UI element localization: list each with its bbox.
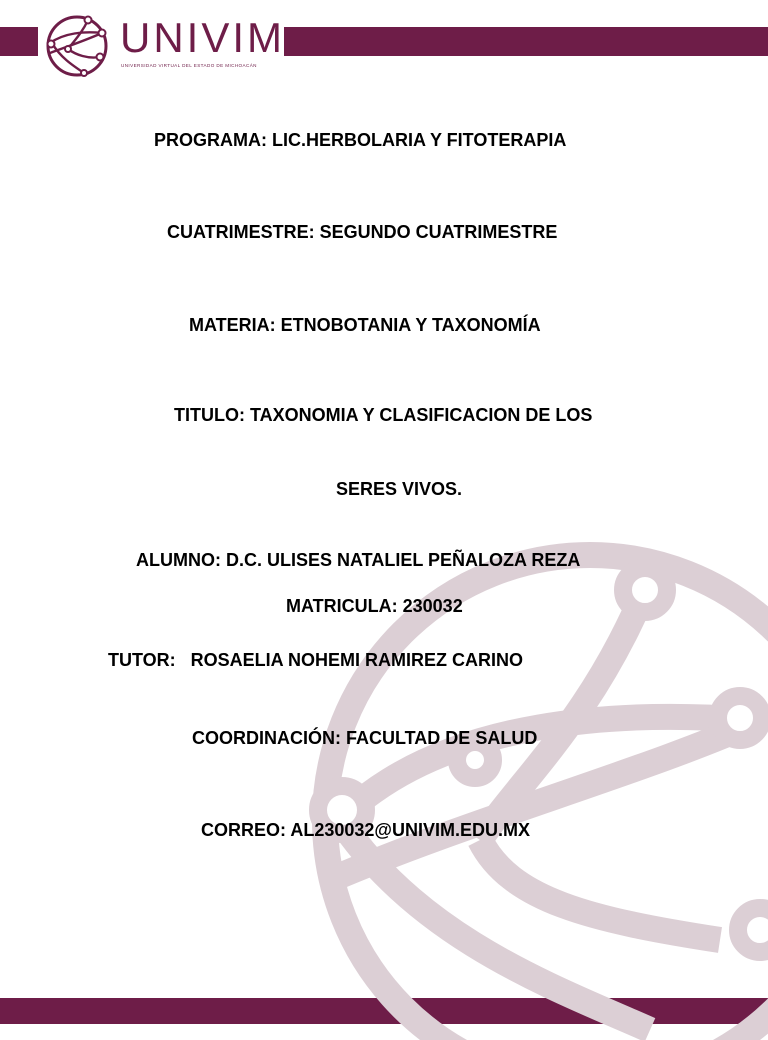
logo-wordmark: UNIVIM	[120, 14, 285, 61]
programa-line: PROGRAMA: LIC.HERBOLARIA Y FITOTERAPIA	[154, 130, 567, 150]
header-band-left	[0, 27, 38, 56]
materia-line: MATERIA: ETNOBOTANIA Y TAXONOMÍA	[189, 315, 541, 335]
titulo-line-2: SERES VIVOS.	[336, 479, 463, 499]
tutor-line: TUTOR: ROSAELIA NOHEMI RAMIREZ CARINO	[108, 650, 523, 670]
univim-globe-logo-icon	[44, 13, 110, 79]
cuatrimestre-line: CUATRIMESTRE: SEGUNDO CUATRIMESTRE	[167, 222, 558, 242]
univim-logo	[44, 13, 285, 79]
matricula-line: MATRICULA: 230032	[286, 596, 463, 616]
coordinacion-line: COORDINACIÓN: FACULTAD DE SALUD	[192, 728, 538, 748]
logo-tagline: UNIVERSIDAD VIRTUAL DEL ESTADO DE MICHOACÁN	[121, 63, 257, 68]
correo-line: CORREO: AL230032@UNIVIM.EDU.MX	[201, 820, 530, 840]
titulo-line-1: TITULO: TAXONOMIA Y CLASIFICACION DE LOS	[174, 405, 593, 425]
alumno-line: ALUMNO: D.C. ULISES NATALIEL PEÑALOZA REZA	[136, 550, 581, 570]
header-band-right	[284, 27, 768, 56]
